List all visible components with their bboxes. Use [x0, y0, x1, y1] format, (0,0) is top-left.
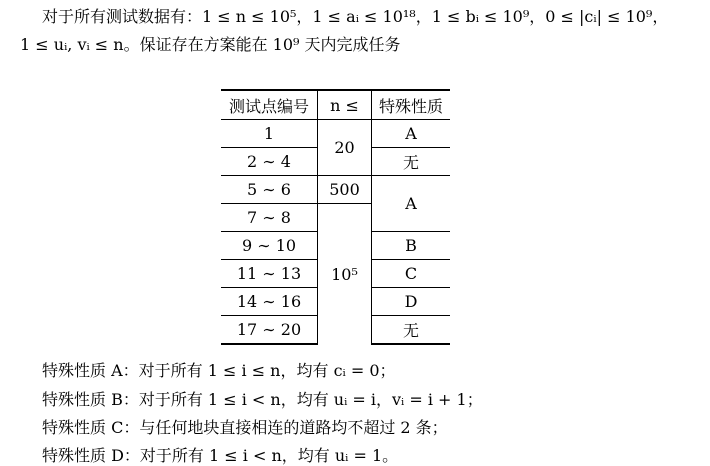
header-special-property: 特殊性质 — [372, 90, 451, 120]
property-cell: A — [372, 176, 451, 232]
test-data-table — [221, 89, 450, 345]
header-test-id: 测试点编号 — [221, 90, 318, 120]
special-property-a: 特殊性质 A：对于所有 1 ≤ i ≤ n，均有 cᵢ = 0； — [42, 361, 396, 380]
table-header-row — [221, 90, 450, 120]
test-id-cell: 1 — [221, 120, 318, 148]
test-id-cell: 5 ∼ 6 — [221, 176, 318, 204]
table-row — [221, 120, 450, 148]
property-cell: A — [372, 120, 451, 148]
test-id-cell: 7 ∼ 8 — [221, 204, 318, 232]
special-property-d: 特殊性质 D：对于所有 1 ≤ i < n，均有 uᵢ = 1。 — [42, 446, 399, 465]
n-max-cell: 20 — [318, 120, 372, 176]
property-cell: 无 — [372, 316, 451, 345]
test-id-cell: 11 ∼ 13 — [221, 260, 318, 288]
table-row — [221, 176, 450, 204]
test-id-cell: 9 ∼ 10 — [221, 232, 318, 260]
property-cell: 无 — [372, 148, 451, 176]
n-max-cell: 10⁵ — [318, 204, 372, 345]
property-cell: C — [372, 260, 451, 288]
property-cell: B — [372, 232, 451, 260]
special-property-c: 特殊性质 C：与任何地块直接相连的道路均不超过 2 条； — [42, 418, 448, 437]
constraints-line-2: 1 ≤ uᵢ, vᵢ ≤ n。保证存在方案能在 10⁹ 天内完成任务 — [20, 35, 401, 54]
n-max-cell: 500 — [318, 176, 372, 204]
property-cell: D — [372, 288, 451, 316]
header-n-max: n ≤ — [318, 90, 372, 120]
test-id-cell: 2 ∼ 4 — [221, 148, 318, 176]
constraints-line-1: 对于所有测试数据有：1 ≤ n ≤ 10⁵，1 ≤ aᵢ ≤ 10¹⁸，1 ≤ bᵢ ≤ 10⁹，0 ≤ |cᵢ| ≤ 10⁹， — [42, 7, 669, 26]
test-id-cell: 17 ∼ 20 — [221, 316, 318, 345]
test-id-cell: 14 ∼ 16 — [221, 288, 318, 316]
special-property-b: 特殊性质 B：对于所有 1 ≤ i < n，均有 uᵢ = i，vᵢ = i + 1； — [42, 390, 483, 409]
